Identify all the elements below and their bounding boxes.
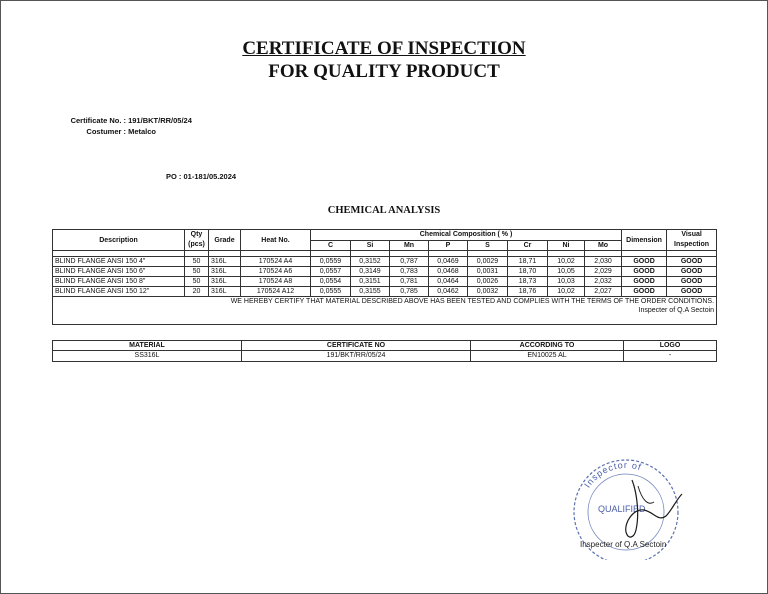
po-value: 01-181/05.2024 — [183, 172, 237, 181]
cell-ni: 10,05 — [548, 267, 585, 277]
material-label: MATERIAL — [53, 341, 242, 351]
table-row — [53, 277, 717, 287]
col-heat-no: Heat No. — [241, 230, 311, 251]
certify-statement: WE HEREBY CERTIFY THAT MATERIAL DESCRIBED ABOVE HAS BEEN TESTED AND COMPLIES WITH THE TERMS OF THE ORDER CONDITIONS. — [53, 297, 717, 307]
material-summary-table — [52, 340, 717, 362]
cell-p: 0,0464 — [429, 277, 468, 287]
col-ni: Ni — [548, 240, 585, 251]
cell-heat: 170524 A4 — [241, 257, 311, 267]
chemical-analysis-table — [52, 229, 717, 325]
cell-si: 0,3152 — [351, 257, 390, 267]
certificate-no-label: Certificate No. : — [70, 116, 126, 125]
col-visual-inspection: Visual Inspection — [667, 230, 717, 251]
table-row — [53, 257, 717, 267]
stamp-ring-text: Inspector of — [582, 459, 644, 490]
col-mo: Mo — [585, 240, 622, 251]
certificate-no-value: 191/BKT/RR/05/24 — [128, 116, 192, 125]
cell-visual: GOOD — [667, 257, 717, 267]
cell-visual: GOOD — [667, 267, 717, 277]
cell-c: 0,0554 — [311, 277, 351, 287]
cell-dimension: GOOD — [622, 287, 667, 297]
cell-dimension: GOOD — [622, 267, 667, 277]
cell-cr: 18,71 — [508, 257, 548, 267]
table-row — [53, 267, 717, 277]
cell-visual: GOOD — [667, 277, 717, 287]
col-mn: Mn — [390, 240, 429, 251]
cell-qty: 50 — [185, 267, 209, 277]
cell-c: 0,0557 — [311, 267, 351, 277]
cell-s: 0,0031 — [468, 267, 508, 277]
summary-value-row — [53, 351, 717, 362]
costumer-label: Costumer : — [86, 127, 126, 136]
cell-mn: 0,785 — [390, 287, 429, 297]
inspector-row — [53, 306, 717, 325]
costumer-value: Metalco — [128, 127, 157, 136]
section-title: CHEMICAL ANALYSIS — [327, 205, 441, 216]
cell-description: BLIND FLANGE ANSI 150 6" — [53, 267, 185, 277]
cell-mo: 2,030 — [585, 257, 622, 267]
cell-mn: 0,783 — [390, 267, 429, 277]
certificate-no-value: 191/BKT/RR/05/24 — [242, 351, 471, 362]
cell-p: 0,0462 — [429, 287, 468, 297]
cell-si: 0,3149 — [351, 267, 390, 277]
po-row — [166, 172, 236, 181]
material-value: SS316L — [53, 351, 242, 362]
cell-description: BLIND FLANGE ANSI 150 4" — [53, 257, 185, 267]
cell-ni: 10,03 — [548, 277, 585, 287]
cell-ni: 10,02 — [548, 257, 585, 267]
cell-grade: 316L — [209, 257, 241, 267]
col-p: P — [429, 240, 468, 251]
cell-p: 0,0468 — [429, 267, 468, 277]
summary-header-row — [53, 341, 717, 351]
header-row-1 — [53, 230, 717, 241]
cell-cr: 18,70 — [508, 267, 548, 277]
stamp-caption: Inspecter of Q.A Sectoin — [580, 540, 667, 549]
cell-heat: 170524 A12 — [241, 287, 311, 297]
costumer-row — [46, 127, 156, 136]
cell-heat: 170524 A6 — [241, 267, 311, 277]
cell-mn: 0,781 — [390, 277, 429, 287]
po-label: PO : — [166, 172, 182, 181]
logo-value: - — [624, 351, 717, 362]
according-to-value: EN10025 AL — [471, 351, 624, 362]
cell-description: BLIND FLANGE ANSI 150 12" — [53, 287, 185, 297]
logo-label: LOGO — [624, 341, 717, 351]
cell-cr: 18,76 — [508, 287, 548, 297]
col-c: C — [311, 240, 351, 251]
cell-c: 0,0559 — [311, 257, 351, 267]
title-line-2: FOR QUALITY PRODUCT — [268, 61, 500, 82]
col-cr: Cr — [508, 240, 548, 251]
cell-si: 0,3151 — [351, 277, 390, 287]
certify-row — [53, 297, 717, 307]
title-line-1: CERTIFICATE OF INSPECTION — [242, 38, 526, 59]
table-row — [53, 287, 717, 297]
cell-mo: 2,029 — [585, 267, 622, 277]
cell-s: 0,0032 — [468, 287, 508, 297]
cell-mn: 0,787 — [390, 257, 429, 267]
stamp-center-text: QUALIFIED — [598, 504, 646, 514]
col-description: Description — [53, 230, 185, 251]
col-qty: Qty (pcs) — [185, 230, 209, 251]
cell-s: 0,0029 — [468, 257, 508, 267]
cell-grade: 316L — [209, 267, 241, 277]
cell-qty: 20 — [185, 287, 209, 297]
cell-mo: 2,032 — [585, 277, 622, 287]
col-grade: Grade — [209, 230, 241, 251]
cell-si: 0,3155 — [351, 287, 390, 297]
cell-grade: 316L — [209, 277, 241, 287]
col-si: Si — [351, 240, 390, 251]
cell-s: 0,0026 — [468, 277, 508, 287]
certificate-no-row — [46, 116, 192, 125]
cell-dimension: GOOD — [622, 257, 667, 267]
certificate-no-label: CERTIFICATE NO — [242, 341, 471, 351]
inspector-note: Inspecter of Q.A Sectoin — [53, 306, 717, 325]
cell-heat: 170524 A8 — [241, 277, 311, 287]
cell-dimension: GOOD — [622, 277, 667, 287]
according-to-label: ACCORDING TO — [471, 341, 624, 351]
cell-qty: 50 — [185, 257, 209, 267]
cell-p: 0,0469 — [429, 257, 468, 267]
col-chemical-composition: Chemical Composition ( % ) — [311, 230, 622, 241]
cell-c: 0,0555 — [311, 287, 351, 297]
cell-ni: 10,02 — [548, 287, 585, 297]
cell-qty: 50 — [185, 277, 209, 287]
cell-description: BLIND FLANGE ANSI 150 8" — [53, 277, 185, 287]
col-s: S — [468, 240, 508, 251]
cell-mo: 2,027 — [585, 287, 622, 297]
cell-cr: 18,73 — [508, 277, 548, 287]
cell-grade: 316L — [209, 287, 241, 297]
col-dimension: Dimension — [622, 230, 667, 251]
cell-visual: GOOD — [667, 287, 717, 297]
